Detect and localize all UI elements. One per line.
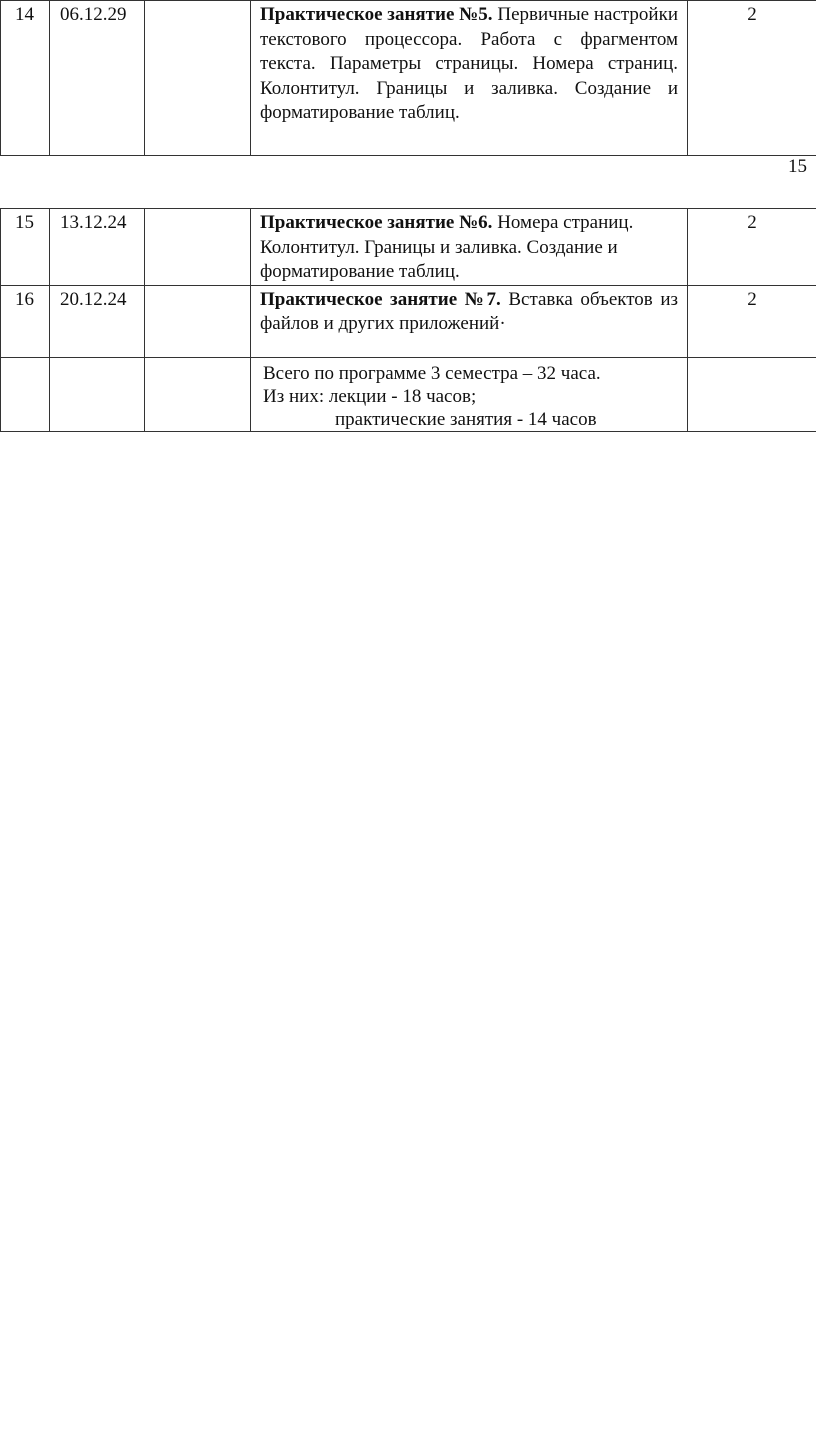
- topic-description: Номера страниц. Колонтитул. Границы и заливка. Создание и форматирование таблиц.: [260, 212, 634, 282]
- topic-description: Первичные настройки текстового процессора. Работа с фрагментом текста. Параметры страницы. Номера страниц. Колонтитул. Границы и заливка. Создание и форматирование таблиц.: [260, 4, 678, 123]
- total-empty-cell: [50, 357, 145, 431]
- row-number: 14: [1, 1, 50, 156]
- table-row-total: [1, 357, 816, 431]
- total-line-semester: Всего по программе 3 семестра – 32 часа.: [263, 362, 601, 384]
- row-hours: 2: [688, 1, 816, 156]
- total-summary: [251, 357, 688, 431]
- topic-title: Практическое занятие №6.: [260, 212, 493, 233]
- row-hours: 2: [688, 209, 816, 286]
- row-topic: [251, 209, 688, 286]
- total-line-practice: практические занятия - 14 часов: [335, 408, 597, 430]
- row-extra: [145, 1, 251, 156]
- row-number: 15: [1, 209, 50, 286]
- topic-title: Практическое занятие №5.: [260, 4, 493, 25]
- lesson-table-top: [0, 0, 816, 156]
- row-extra: [145, 209, 251, 286]
- row-topic: [251, 1, 688, 156]
- total-empty-cell: [145, 357, 251, 431]
- table-row: [1, 209, 816, 286]
- total-empty-cell: [688, 357, 816, 431]
- lesson-table-bottom: [0, 208, 816, 432]
- total-line-lectures: Из них: лекции - 18 часов;: [263, 385, 477, 407]
- row-hours: 2: [688, 285, 816, 357]
- row-extra: [145, 285, 251, 357]
- total-empty-cell: [1, 357, 50, 431]
- table-row: [1, 1, 816, 156]
- topic-title: Практическое занятие №7.: [260, 288, 501, 310]
- table-row: [1, 285, 816, 357]
- row-date: 20.12.24: [50, 285, 145, 357]
- row-topic: [251, 285, 688, 357]
- row-date: 13.12.24: [50, 209, 145, 286]
- page-number: 15: [788, 156, 807, 177]
- topic-description: Вставка объектов из файлов и других приложений·: [260, 288, 678, 334]
- row-number: 16: [1, 285, 50, 357]
- row-date: 06.12.29: [50, 1, 145, 156]
